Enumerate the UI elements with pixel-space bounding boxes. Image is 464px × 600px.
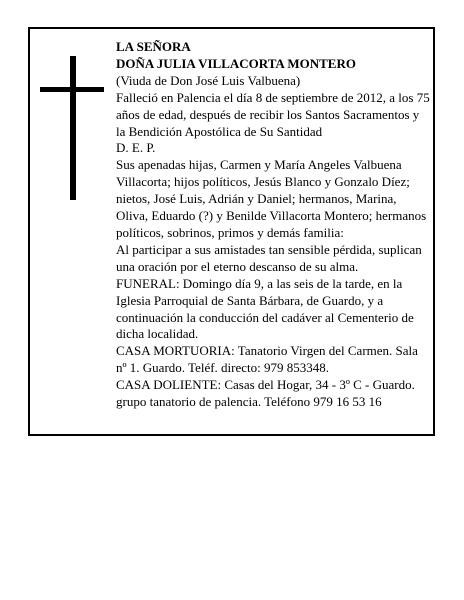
- obituary-notice: [28, 27, 435, 436]
- widow-of: (Viuda de Don José Luis Valbuena): [116, 72, 301, 88]
- death-announcement: Falleció en Palencia el día 8 de septiembre de 2012, a los 75 años de edad, después de recibir los Santos Sacramentos y la Bendición Apostólica de Su Santidad: [116, 89, 430, 139]
- prayer-request: Al participar a sus amistades tan sensible pérdida, suplican una oración por el eterno descanso de su alma.: [116, 241, 422, 274]
- funeral-details: FUNERAL: Domingo día 9, a las seis de la tarde, en la Iglesia Parroquial de Santa Bárbara, de Guardo, y a continuación la conducción del cadáver al Cementerio de dicha localidad.: [116, 275, 414, 342]
- notice-text: [116, 39, 430, 411]
- cross-horizontal-bar: [40, 87, 104, 92]
- funeral-home-contact: grupo tanatorio de palencia. Teléfono 979 16 53 16: [116, 394, 382, 410]
- rip-text: D. E. P.: [116, 140, 156, 156]
- cross-vertical-bar: [70, 56, 76, 200]
- casa-mortuoria: CASA MORTUORIA: Tanatorio Virgen del Carmen. Sala nº 1. Guardo. Teléf. directo: 979 853348.: [116, 343, 418, 376]
- notice-title: LA SEÑORA: [116, 39, 191, 54]
- family-list: Sus apenadas hijas, Carmen y María Angeles Valbuena Villacorta; hijos políticos, Jesús Blanco y Gonzalo Díez; nietos, José Luis, Adrián y Daniel; hermanos, Marina, Oliva, Eduardo (?) y Benilde Villacorta Montero; hermanos políticos, sobrinos, primos y demás familia:: [116, 157, 427, 240]
- casa-doliente: CASA DOLIENTE: Casas del Hogar, 34 - 3º C - Guardo.: [116, 377, 415, 393]
- deceased-name: DOÑA JULIA VILLACORTA MONTERO: [116, 55, 356, 71]
